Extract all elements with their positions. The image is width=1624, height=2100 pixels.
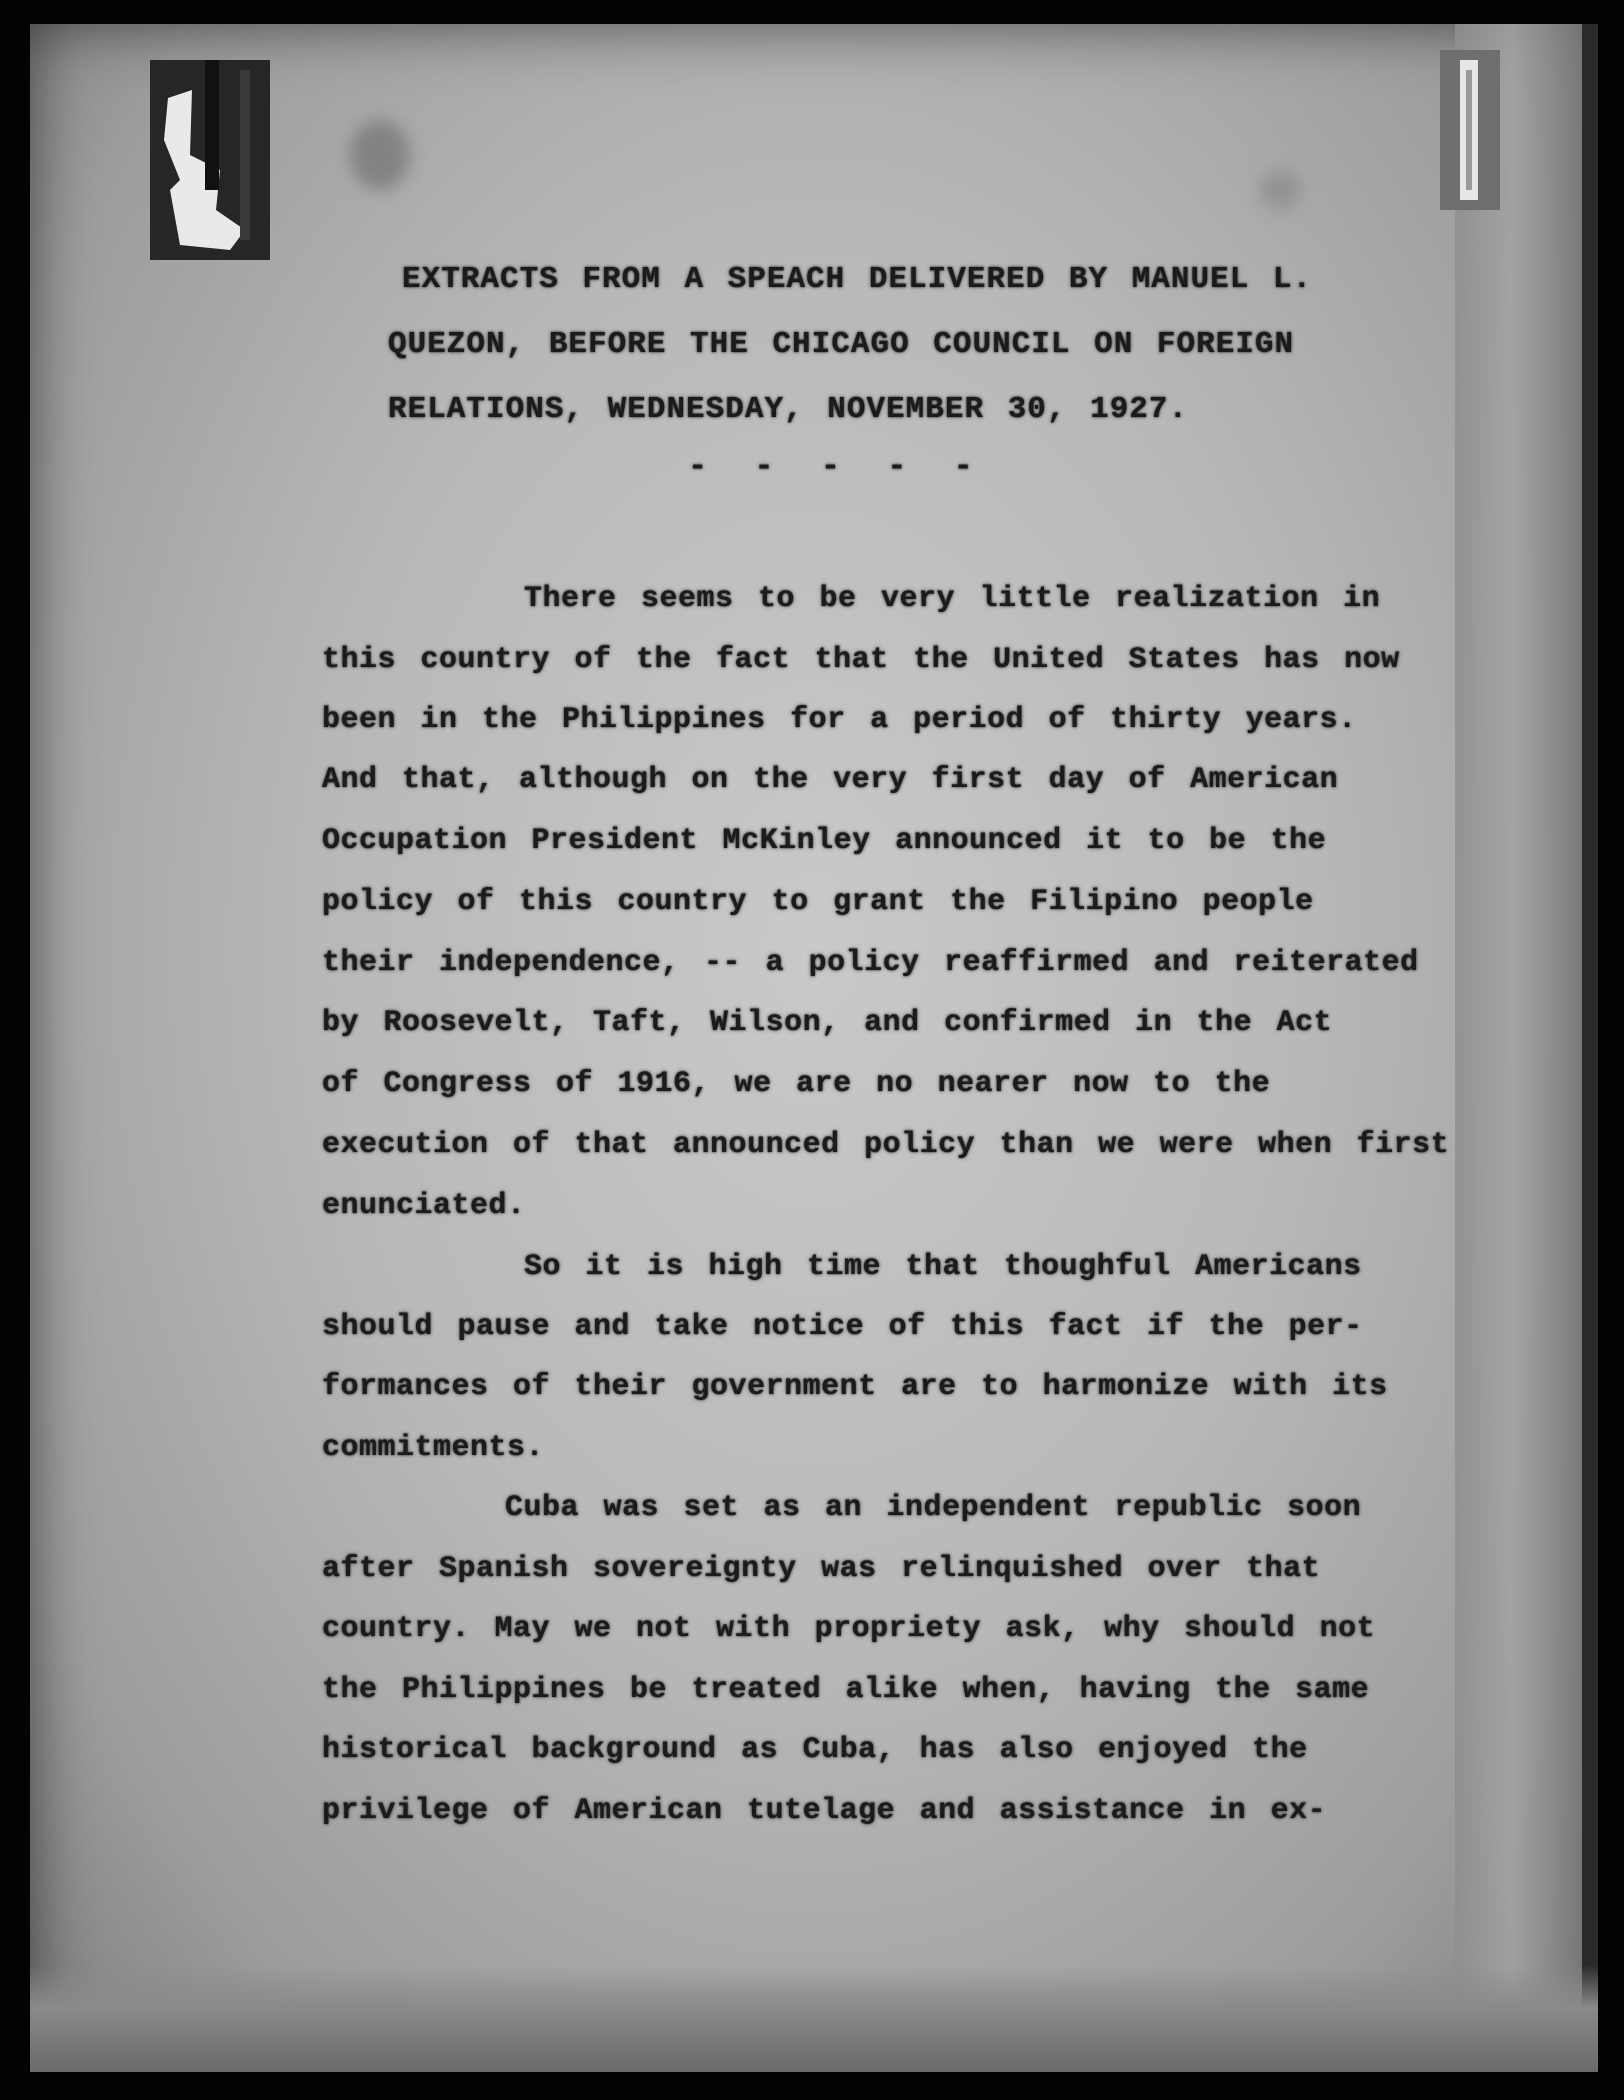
body-line: policy of this country to grant the Filipino people xyxy=(322,885,1314,919)
body-line: after Spanish sovereignty was relinquished over that xyxy=(322,1552,1321,1586)
body-line: enunciated. xyxy=(322,1189,526,1223)
body-line: country. May we not with propriety ask, why should not xyxy=(322,1612,1376,1646)
body-line: been in the Philippines for a period of thirty years. xyxy=(322,703,1357,737)
body-line: Occupation President McKinley announced it to be the xyxy=(322,824,1327,858)
body-line: this country of the fact that the United States has now xyxy=(322,643,1400,677)
document-title-line-1: EXTRACTS FROM A SPEACH DELIVERED BY MANUEL L. xyxy=(402,262,1313,297)
body-line: formances of their government are to harmonize with its xyxy=(322,1370,1388,1404)
body-line: their independence, -- a policy reaffirmed and reiterated xyxy=(322,946,1419,980)
body-line: the Philippines be treated alike when, having the same xyxy=(322,1673,1370,1707)
body-line: There seems to be very little realization in xyxy=(524,582,1381,616)
body-line: Cuba was set as an independent republic soon xyxy=(505,1491,1362,1525)
body-line: commitments. xyxy=(322,1431,545,1465)
body-line: by Roosevelt, Taft, Wilson, and confirmed in the Act xyxy=(322,1006,1333,1040)
body-line: privilege of American tutelage and assistance in ex- xyxy=(322,1794,1327,1828)
document-title-line-3: RELATIONS, WEDNESDAY, NOVEMBER 30, 1927. xyxy=(388,392,1189,427)
body-line: of Congress of 1916, we are no nearer now to the xyxy=(322,1067,1271,1101)
body-line: should pause and take notice of this fact if the per- xyxy=(322,1310,1363,1344)
document-title-line-2: QUEZON, BEFORE THE CHICAGO COUNCIL ON FOREIGN xyxy=(388,327,1295,362)
body-line: historical background as Cuba, has also enjoyed the xyxy=(322,1733,1308,1767)
body-line: execution of that announced policy than we were when first xyxy=(322,1128,1450,1162)
body-line: And that, although on the very first day of American xyxy=(322,763,1339,797)
body-line: So it is high time that thoughful Americans xyxy=(524,1250,1362,1284)
title-separator: - - - - - xyxy=(688,448,987,485)
